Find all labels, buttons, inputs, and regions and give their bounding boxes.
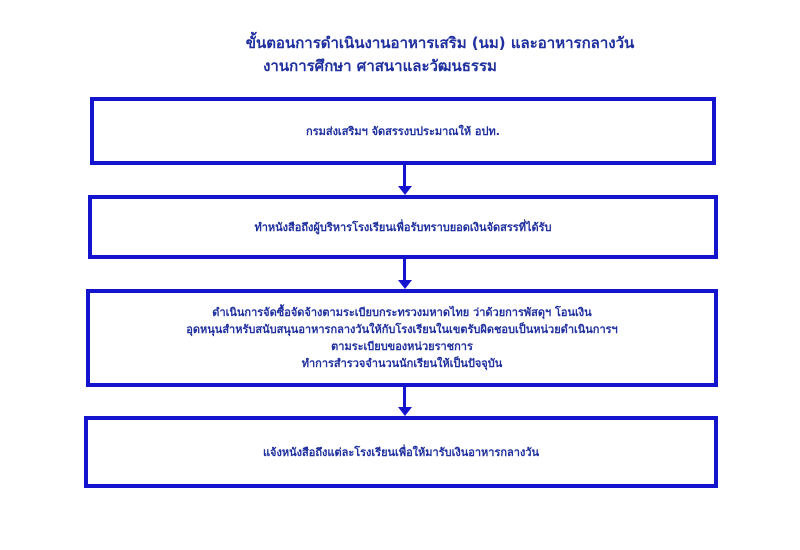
arrow-step-1-to-2 [398,165,412,195]
arrow-down-icon [398,280,412,289]
arrow-down-icon [398,407,412,416]
step-3-text-line-3: ตามระเบียบของหน่วยราชการ [331,340,473,353]
arrow-shaft [403,165,406,187]
arrow-step-2-to-3 [398,259,412,289]
diagram-title: ขั้นตอนการดำเนินงานอาหารเสริม (นม) และอาหารกลางวัน [245,34,635,52]
arrow-shaft [403,259,406,281]
step-3-text-line-2: อุดหนุนสำหรับสนับสนุนอาหารกลางวันให้กับโรงเรียนในเขตรับผิดชอบเป็นหน่วยดำเนินการฯ [186,323,618,336]
step-2-text: ทำหนังสือถึงผู้บริหารโรงเรียนเพื่อรับทราบยอดเงินจัดสรรที่ได้รับ [254,220,552,234]
step-3-text-line-4: ทำการสำรวจจำนวนนักเรียนให้เป็นปัจจุบัน [301,357,503,370]
step-3-text-line-1: ดำเนินการจัดซื้อจัดจ้างตามระเบียบกระทรวงมหาดไทย ว่าด้วยการพัสดุฯ โอนเงิน [212,306,592,319]
diagram-subtitle: งานการศึกษา ศาสนาและวัฒนธรรม [263,57,497,75]
step-4-box [84,416,718,488]
step-1-box [90,97,716,165]
step-4-text: แจ้งหนังสือถึงแต่ละโรงเรียนเพื่อให้มารับเงินอาหารกลางวัน [262,445,540,459]
step-2-box [88,195,718,259]
arrow-step-3-to-4 [398,387,412,416]
step-1-text: กรมส่งเสริมฯ จัดสรรงบประมาณให้ อปท. [306,124,500,138]
arrow-shaft [403,387,406,408]
arrow-down-icon [398,186,412,195]
step-3-box [86,289,718,387]
